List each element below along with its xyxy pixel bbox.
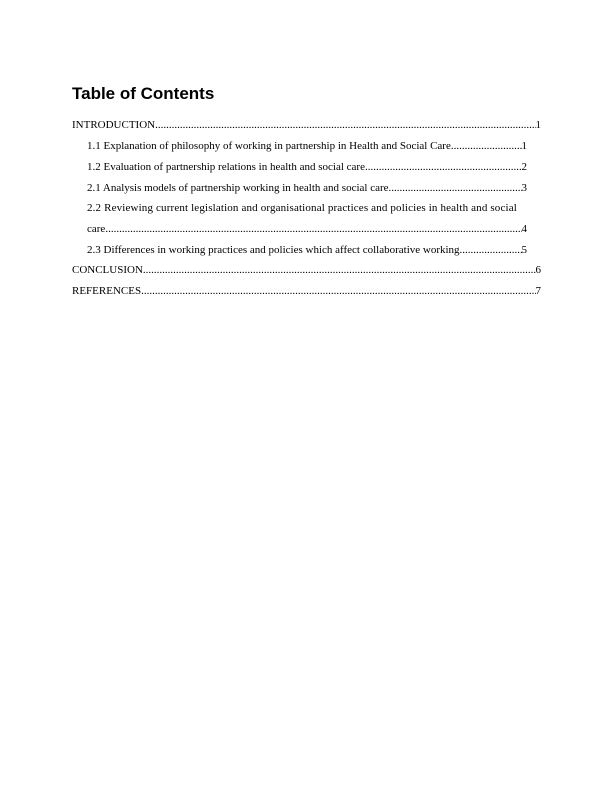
dot-leader [451,139,522,153]
toc-entry-references[interactable] [72,284,541,298]
toc-entry-label: 2.1 Analysis models of partnership working in health and social care [87,182,389,194]
toc-entry-label: INTRODUCTION [72,119,156,131]
toc-entry-1-2[interactable] [87,160,527,174]
toc-entry-label: 2.3 Differences in working practices and policies which affect collaborative working [87,244,460,256]
toc-entry-1-1[interactable] [87,139,527,153]
toc-entry-conclusion[interactable] [72,263,541,277]
dot-leader [141,284,535,298]
toc-page-number: 1 [535,119,541,131]
toc-entry-label: REFERENCES [72,285,142,297]
toc-entry-2-1[interactable] [87,181,527,195]
toc-entry-label: care [87,223,106,235]
toc-entry-2-3[interactable] [87,243,527,257]
toc-page-number: 3 [521,182,527,194]
toc-entry-label: CONCLUSION [72,264,143,276]
toc-page-number: 4 [521,223,527,235]
toc-page-number: 2 [521,161,527,173]
toc-entry-intro[interactable] [72,118,541,132]
toc-entry-label: 1.2 Evaluation of partnership relations in health and social care [87,161,365,173]
toc-entry-2-2-line1[interactable]: 2.2 Reviewing current legislation and organisational practices and policies in health and social [87,202,517,214]
toc-page-number: 1 [521,140,527,152]
toc-entry-2-2[interactable] [87,222,527,236]
toc-entry-label: 1.1 Explanation of philosophy of working in partnership in Health and Social Care [87,140,451,152]
dot-leader [155,118,535,132]
toc-page-number: 5 [521,244,527,256]
toc-heading: Table of Contents [72,84,215,103]
dot-leader [389,181,522,195]
dot-leader [105,222,521,236]
toc-page-number: 6 [535,264,541,276]
dot-leader [460,243,522,257]
dot-leader [365,160,522,174]
toc-page-number: 7 [535,285,541,297]
dot-leader [143,263,536,277]
